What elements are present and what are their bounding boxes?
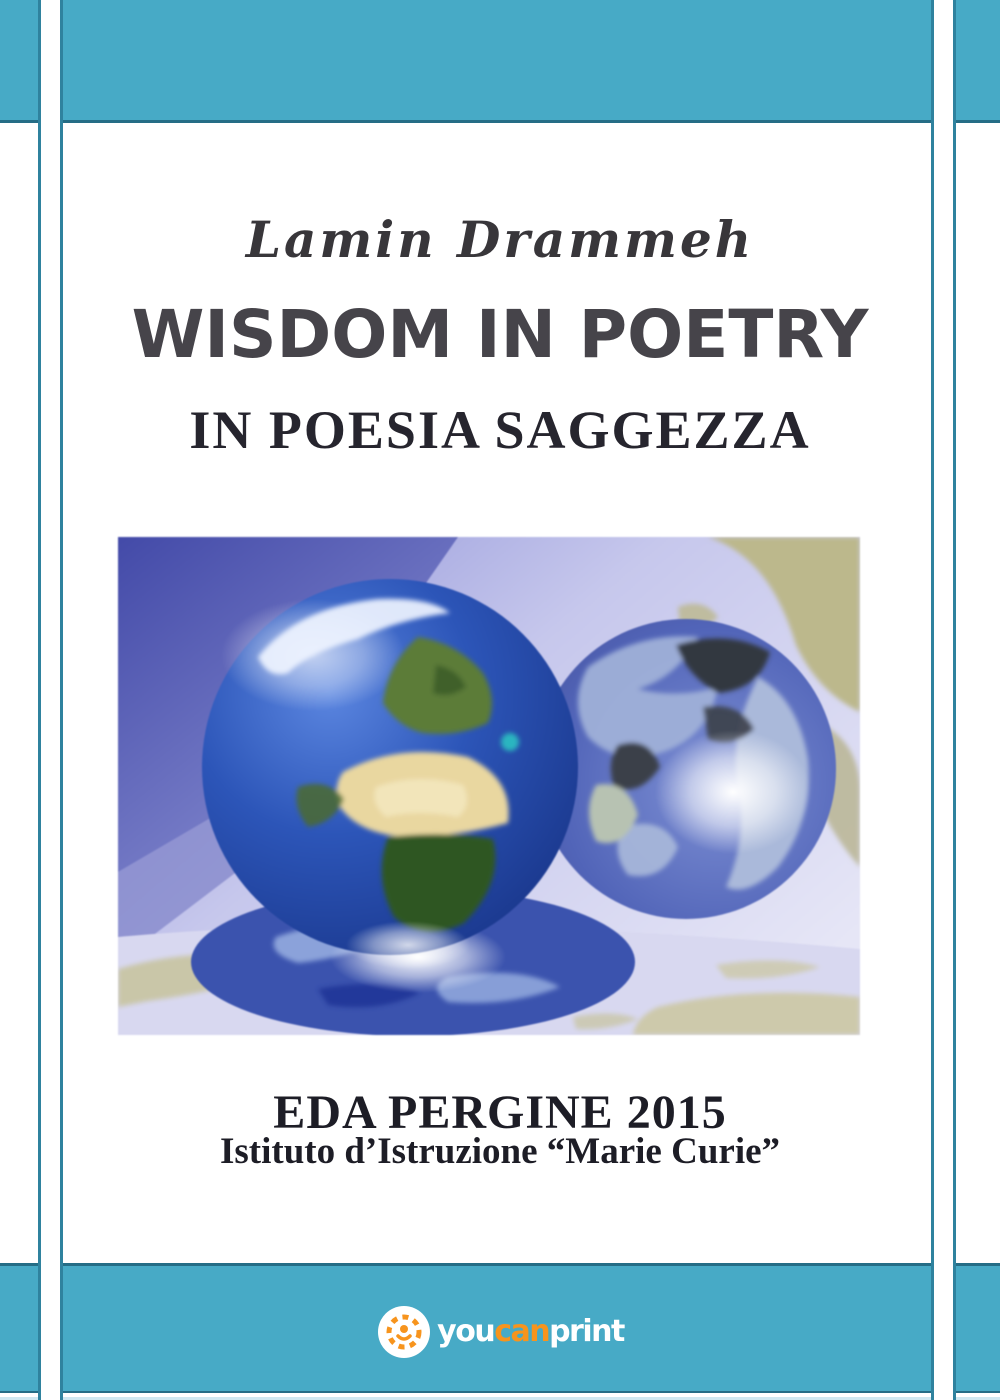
frame-top-band <box>0 0 1000 123</box>
publisher-logo <box>0 1302 1000 1362</box>
logo-text <box>437 1314 624 1349</box>
institute-line: Istituto d’Istruzione “Marie Curie” <box>219 1131 781 1172</box>
youcanprint-sun-icon <box>376 1304 432 1360</box>
logo-text-print: print <box>549 1314 624 1349</box>
frame-left-stripe <box>38 0 63 1400</box>
logo-text-you: you <box>437 1314 495 1349</box>
book-title: WISDOM IN POETRY <box>131 296 869 373</box>
event-line: EDA PERGINE 2015 <box>273 1086 727 1139</box>
book-subtitle: IN POESIA SAGGEZZA <box>189 400 811 460</box>
globes-illustration <box>118 537 860 1035</box>
author-name: Lamin Drammeh <box>245 210 755 269</box>
frame-right-stripe <box>931 0 956 1400</box>
globes-artwork <box>118 537 860 1035</box>
logo-text-can: can <box>494 1314 550 1349</box>
